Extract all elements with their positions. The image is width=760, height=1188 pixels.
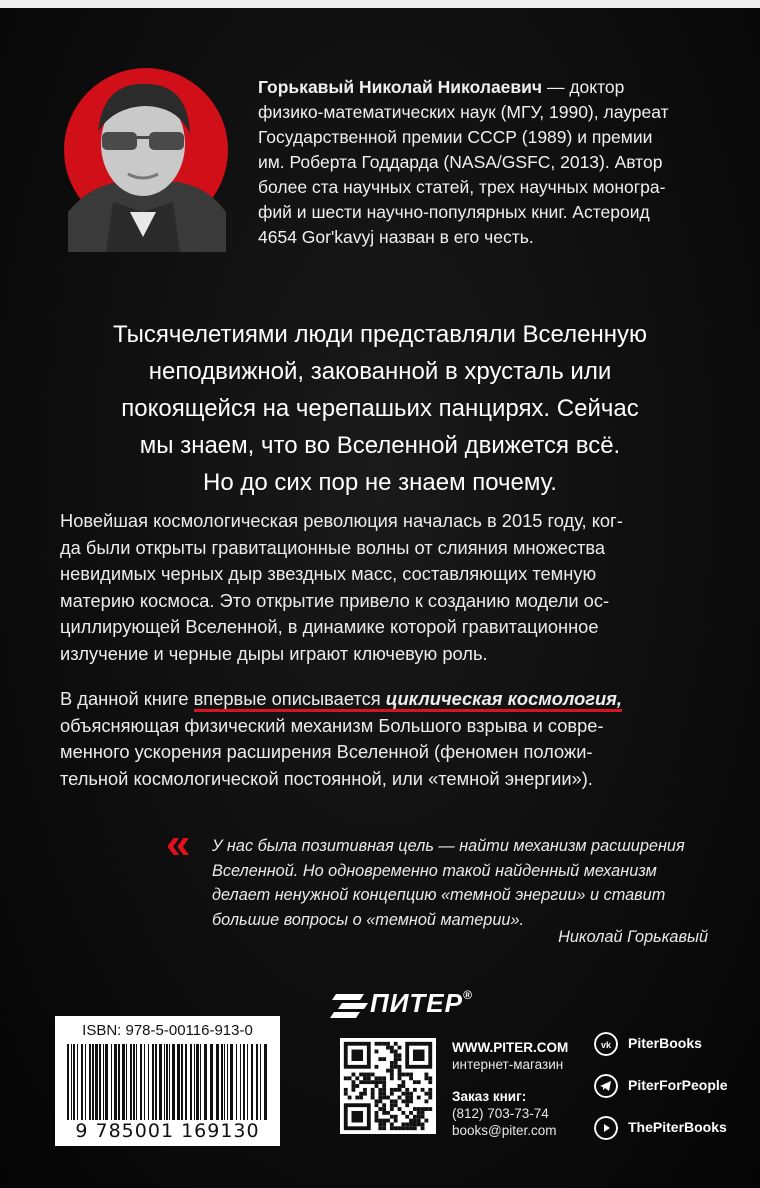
qr-module — [424, 1107, 428, 1111]
qr-module — [394, 1057, 398, 1061]
qr-module — [409, 1122, 413, 1126]
barcode-bar — [260, 1044, 261, 1120]
barcode-bar — [136, 1044, 137, 1120]
barcode-bar — [251, 1044, 253, 1120]
barcode-bar — [247, 1044, 248, 1120]
barcode-bar — [95, 1044, 98, 1120]
para2-highlight: впервые описывается — [194, 688, 386, 712]
bio-line: — доктор — [542, 77, 625, 97]
qr-module — [428, 1092, 432, 1096]
qr-module — [401, 1099, 405, 1103]
qr-module — [409, 1119, 413, 1123]
qr-module — [390, 1088, 394, 1092]
barcode-bar — [85, 1044, 86, 1120]
qr-module — [371, 1092, 375, 1096]
bio-line: фий и шести научно-популярных книг. Астероид — [258, 202, 650, 222]
paragraph-line: излучение и черные дыры играют ключевую роль. — [60, 642, 488, 664]
qr-module — [378, 1107, 382, 1111]
qr-module — [394, 1119, 398, 1123]
barcode-bar — [256, 1044, 258, 1120]
qr-module — [409, 1092, 413, 1096]
barcode-bar — [172, 1044, 175, 1120]
qr-module — [382, 1103, 386, 1107]
barcode-bar — [73, 1044, 75, 1120]
qr-module — [348, 1096, 352, 1100]
qr-module — [390, 1050, 394, 1054]
social-label: PiterForPeople — [628, 1077, 728, 1093]
qr-module — [421, 1126, 425, 1130]
qr-module — [398, 1069, 402, 1073]
barcode-bar — [126, 1044, 127, 1120]
qr-module — [390, 1065, 394, 1069]
qr-module — [405, 1092, 409, 1096]
qr-module — [375, 1050, 379, 1054]
barcode-bar — [89, 1044, 91, 1120]
barcode-bar — [221, 1044, 223, 1120]
qr-module — [398, 1046, 402, 1050]
shop-label: интернет-магазин — [452, 1057, 564, 1072]
qr-module — [378, 1099, 382, 1103]
barcode-bar — [200, 1044, 201, 1120]
qr-module — [428, 1096, 432, 1100]
para2-start: В данной книге — [60, 688, 194, 709]
barcode-bar — [152, 1044, 154, 1120]
barcode-bar — [140, 1044, 142, 1120]
barcode-bar — [159, 1044, 162, 1120]
qr-module — [428, 1076, 432, 1080]
qr-module — [382, 1119, 386, 1123]
qr-module — [417, 1111, 421, 1115]
qr-module — [421, 1115, 425, 1119]
qr-module — [375, 1099, 379, 1103]
qr-module — [378, 1092, 382, 1096]
qr-module — [398, 1126, 402, 1130]
qr-module — [378, 1096, 382, 1100]
qr-module — [386, 1046, 390, 1050]
bio-line: им. Роберта Годдарда (NASA/GSFC, 2013). Автор — [258, 152, 663, 172]
qr-module — [401, 1122, 405, 1126]
qr-module — [428, 1107, 432, 1111]
barcode-bar — [194, 1044, 195, 1120]
qr-module — [363, 1073, 367, 1077]
qr-finder — [352, 1111, 364, 1123]
qr-module — [355, 1076, 359, 1080]
qr-module — [421, 1111, 425, 1115]
qr-module — [375, 1042, 379, 1046]
barcode-bar — [224, 1044, 225, 1120]
barcode-bar — [169, 1044, 170, 1120]
qr-module — [405, 1126, 409, 1130]
qr-module — [382, 1088, 386, 1092]
barcode-bar — [111, 1044, 112, 1120]
barcode-bar — [164, 1044, 165, 1120]
barcode-bar — [166, 1044, 168, 1120]
author-bio — [258, 75, 728, 250]
author-quote — [212, 834, 722, 932]
qr-module — [409, 1111, 413, 1115]
qr-module — [417, 1096, 421, 1100]
qr-module — [401, 1073, 405, 1077]
qr-module — [424, 1099, 428, 1103]
qr-module — [344, 1092, 348, 1096]
qr-module — [386, 1069, 390, 1073]
qr-module — [409, 1099, 413, 1103]
qr-module — [417, 1119, 421, 1123]
paragraph-line: да были открыты гравитационные волны от слияния множества — [60, 536, 606, 558]
barcode-bar — [264, 1044, 267, 1120]
qr-module — [421, 1088, 425, 1092]
registered-mark: ® — [462, 988, 473, 1002]
vk-icon — [594, 1032, 618, 1056]
barcode-bar — [204, 1044, 207, 1120]
qr-module — [398, 1057, 402, 1061]
qr-module — [390, 1073, 394, 1077]
qr-module — [390, 1115, 394, 1119]
qr-module — [398, 1084, 402, 1088]
qr-module — [390, 1122, 394, 1126]
barcode-bar — [144, 1044, 145, 1120]
qr-module — [424, 1119, 428, 1123]
qr-module — [371, 1080, 375, 1084]
social-label: ThePiterBooks — [628, 1119, 727, 1135]
qr-module — [398, 1053, 402, 1057]
paragraph-line: Новейшая космологическая революция началась в 2015 году, ког- — [60, 510, 623, 531]
qr-module — [352, 1088, 356, 1092]
qr-module — [355, 1096, 359, 1100]
barcode-bar — [240, 1044, 241, 1120]
qr-module — [413, 1119, 417, 1123]
qr-module — [367, 1080, 371, 1084]
qr-module — [394, 1061, 398, 1065]
author-name: Горькавый Николай Николаевич — [258, 77, 543, 97]
qr-module — [413, 1122, 417, 1126]
qr-module — [413, 1107, 417, 1111]
barcode-bar — [77, 1044, 78, 1120]
paragraph-line: материю космоса. Это открытие привело к созданию модели ос- — [60, 589, 610, 611]
qr-module — [424, 1073, 428, 1077]
qr-module — [367, 1073, 371, 1077]
qr-module — [371, 1088, 375, 1092]
barcode-bar — [148, 1044, 149, 1120]
qr-module — [375, 1119, 379, 1123]
author-photo — [58, 62, 228, 252]
qr-module — [405, 1122, 409, 1126]
qr-module — [375, 1080, 379, 1084]
quote-mark: « — [166, 819, 191, 868]
barcode-bar — [71, 1044, 72, 1120]
quote-line: делает ненужной концепцию «темной энергии» и ставит — [212, 886, 666, 904]
qr-module — [394, 1103, 398, 1107]
qr-module — [378, 1126, 382, 1130]
qr-module — [394, 1115, 398, 1119]
lead-line: неподвижной, закованной в хрусталь или — [148, 358, 612, 385]
qr-module — [401, 1126, 405, 1130]
qr-module — [398, 1073, 402, 1077]
publisher-name: ПИТЕР — [370, 988, 463, 1018]
qr-module — [409, 1073, 413, 1077]
qr-module — [428, 1088, 432, 1092]
isbn-text: ISBN: 978-5-00116-913-0 — [82, 1022, 253, 1039]
qr-module — [398, 1076, 402, 1080]
qr-module — [390, 1126, 394, 1130]
qr-module — [413, 1115, 417, 1119]
qr-module — [394, 1042, 398, 1046]
qr-module — [382, 1111, 386, 1115]
qr-module — [382, 1092, 386, 1096]
paragraph-line — [60, 686, 720, 713]
lead-line: мы знаем, что во Вселенной движется всё. — [139, 432, 621, 459]
lead-line: покоящейся на черепашьих панцирях. Сейчас — [121, 395, 639, 422]
qr-module — [359, 1096, 363, 1100]
qr-module — [382, 1096, 386, 1100]
qr-module — [417, 1122, 421, 1126]
barcode-bar — [118, 1044, 120, 1120]
qr-module — [401, 1084, 405, 1088]
qr-module — [413, 1126, 417, 1130]
qr-module — [417, 1115, 421, 1119]
qr-module — [375, 1115, 379, 1119]
qr-module — [359, 1073, 363, 1077]
lead-line: Но до сих пор не знаем почему. — [203, 469, 557, 496]
qr-module — [394, 1126, 398, 1130]
bio-line: Государственной премии СССР (1989) и премии — [258, 127, 653, 147]
cover-edge — [0, 0, 760, 8]
qr-module — [382, 1042, 386, 1046]
qr-module — [352, 1080, 356, 1084]
order-phone: (812) 703-73-74 — [452, 1106, 549, 1121]
barcode-bar — [185, 1044, 187, 1120]
qr-module — [417, 1107, 421, 1111]
qr-module — [382, 1080, 386, 1084]
bio-line: более ста научных статей, трех научных моногра- — [258, 177, 666, 197]
qr-module — [405, 1103, 409, 1107]
qr-module — [409, 1096, 413, 1100]
barcode-bar — [243, 1044, 245, 1120]
qr-module — [386, 1042, 390, 1046]
qr-module — [394, 1099, 398, 1103]
qr-module — [363, 1092, 367, 1096]
quote-line: Вселенной. Но одновременно такой найденный механизм — [212, 861, 657, 880]
barcode-bar — [105, 1044, 108, 1120]
barcode-bar — [67, 1044, 69, 1120]
qr-module — [367, 1076, 371, 1080]
qr-module — [378, 1080, 382, 1084]
qr-module — [413, 1080, 417, 1084]
qr-module — [359, 1080, 363, 1084]
qr-module — [405, 1073, 409, 1077]
qr-module — [363, 1080, 367, 1084]
qr-module — [378, 1042, 382, 1046]
qr-module — [378, 1119, 382, 1123]
qr-module — [355, 1084, 359, 1088]
qr-module — [390, 1107, 394, 1111]
qr-module — [409, 1126, 413, 1130]
qr-finder — [413, 1050, 425, 1062]
qr-module — [375, 1076, 379, 1080]
qr-module — [378, 1122, 382, 1126]
barcode-digits: 9 785001 169130 — [75, 1120, 260, 1142]
barcode-bar — [177, 1044, 180, 1120]
qr-module — [390, 1061, 394, 1065]
qr-module — [390, 1103, 394, 1107]
publisher-logo — [370, 988, 473, 1019]
barcode-bar — [81, 1044, 83, 1120]
qr-module — [352, 1084, 356, 1088]
barcode-bar — [92, 1044, 94, 1120]
qr-module — [378, 1057, 382, 1061]
qr-module — [386, 1096, 390, 1100]
bio-line: физико-математических наук (МГУ, 1990), лауреат — [258, 102, 669, 122]
barcode-bar — [227, 1044, 228, 1120]
quote-author: Николай Горькавый — [558, 928, 708, 946]
qr-module — [394, 1050, 398, 1054]
svg-text:vk: vk — [600, 1040, 612, 1050]
qr-module — [409, 1076, 413, 1080]
qr-module — [378, 1076, 382, 1080]
description-paragraph-2 — [60, 686, 720, 792]
qr-module — [398, 1088, 402, 1092]
qr-module — [348, 1076, 352, 1080]
qr-module — [421, 1122, 425, 1126]
youtube-icon — [594, 1116, 618, 1140]
barcode-bar — [155, 1044, 157, 1120]
paragraph-line: менного ускорения расширения Вселенной (феномен положи- — [60, 741, 593, 762]
qr-module — [405, 1099, 409, 1103]
qr-module — [390, 1046, 394, 1050]
social-label: PiterBooks — [628, 1035, 702, 1051]
lead-line: Тысячелетиями люди представляли Вселенную — [113, 321, 647, 348]
barcode-bars — [63, 1044, 272, 1120]
barcode-bar — [236, 1044, 237, 1120]
paragraph-line: объясняющая физический механизм Большого взрыва и совре- — [60, 714, 604, 736]
qr-module — [344, 1076, 348, 1080]
paragraph-line: циллирующей Вселенной, в динамике которой гравитационное — [60, 616, 599, 637]
qr-module — [428, 1080, 432, 1084]
qr-module — [390, 1069, 394, 1073]
bio-line: 4654 Gor'kavyj назван в его честь. — [258, 227, 534, 247]
qr-module — [382, 1126, 386, 1130]
isbn-barcode — [55, 1016, 280, 1146]
qr-module — [401, 1092, 405, 1096]
barcode-bar — [196, 1044, 199, 1120]
qr-module — [398, 1096, 402, 1100]
barcode-bar — [230, 1044, 233, 1120]
qr-module — [359, 1092, 363, 1096]
lead-text — [40, 316, 720, 501]
qr-module — [382, 1084, 386, 1088]
barcode-bar — [190, 1044, 192, 1120]
barcode-bar — [99, 1044, 101, 1120]
qr-module — [398, 1065, 402, 1069]
qr-module — [417, 1080, 421, 1084]
order-email: books@piter.com — [452, 1123, 557, 1138]
qr-module — [394, 1053, 398, 1057]
qr-module — [382, 1107, 386, 1111]
qr-module — [371, 1073, 375, 1077]
qr-module — [352, 1073, 356, 1077]
quote-line: У нас была позитивная цель — найти механизм расширения — [212, 837, 685, 855]
qr-finder — [352, 1050, 364, 1062]
shop-url: WWW.PITER.COM — [452, 1040, 569, 1055]
para2-emphasis: циклическая космология, — [386, 688, 622, 712]
qr-module — [405, 1088, 409, 1092]
order-label: Заказ книг: — [452, 1089, 527, 1104]
qr-module — [386, 1111, 390, 1115]
qr-module — [375, 1111, 379, 1115]
barcode-bar — [181, 1044, 183, 1120]
barcode-bar — [122, 1044, 125, 1120]
quote-line: большие вопросы о «темной материи». — [212, 910, 525, 929]
qr-module — [390, 1092, 394, 1096]
qr-code — [340, 1038, 436, 1134]
qr-module — [344, 1088, 348, 1092]
barcode-bar — [133, 1044, 135, 1120]
qr-module — [424, 1076, 428, 1080]
telegram-icon — [594, 1074, 618, 1098]
qr-module — [363, 1076, 367, 1080]
paragraph-line: невидимых черных дыр звездных масс, составляющих темную — [60, 563, 597, 584]
description-paragraph-1 — [60, 508, 720, 667]
barcode-bar — [210, 1044, 213, 1120]
qr-module — [386, 1119, 390, 1123]
barcode-bar — [114, 1044, 117, 1120]
qr-module — [363, 1088, 367, 1092]
qr-module — [421, 1107, 425, 1111]
qr-module — [382, 1057, 386, 1061]
barcode-bar — [130, 1044, 132, 1120]
qr-module — [401, 1080, 405, 1084]
qr-module — [405, 1096, 409, 1100]
qr-module — [405, 1115, 409, 1119]
barcode-bar — [216, 1044, 219, 1120]
qr-module — [390, 1099, 394, 1103]
paragraph-line: тельной космологической постоянной, или «темной энергии»). — [60, 767, 593, 789]
qr-module — [413, 1088, 417, 1092]
qr-module — [382, 1122, 386, 1126]
qr-module — [401, 1111, 405, 1115]
qr-module — [375, 1065, 379, 1069]
barcode-bar — [103, 1044, 104, 1120]
qr-module — [394, 1065, 398, 1069]
qr-module — [424, 1092, 428, 1096]
qr-module — [378, 1088, 382, 1092]
qr-module — [371, 1096, 375, 1100]
qr-module — [375, 1103, 379, 1107]
qr-module — [394, 1088, 398, 1092]
qr-module — [375, 1084, 379, 1088]
qr-module — [390, 1076, 394, 1080]
qr-module — [398, 1107, 402, 1111]
qr-module — [382, 1076, 386, 1080]
